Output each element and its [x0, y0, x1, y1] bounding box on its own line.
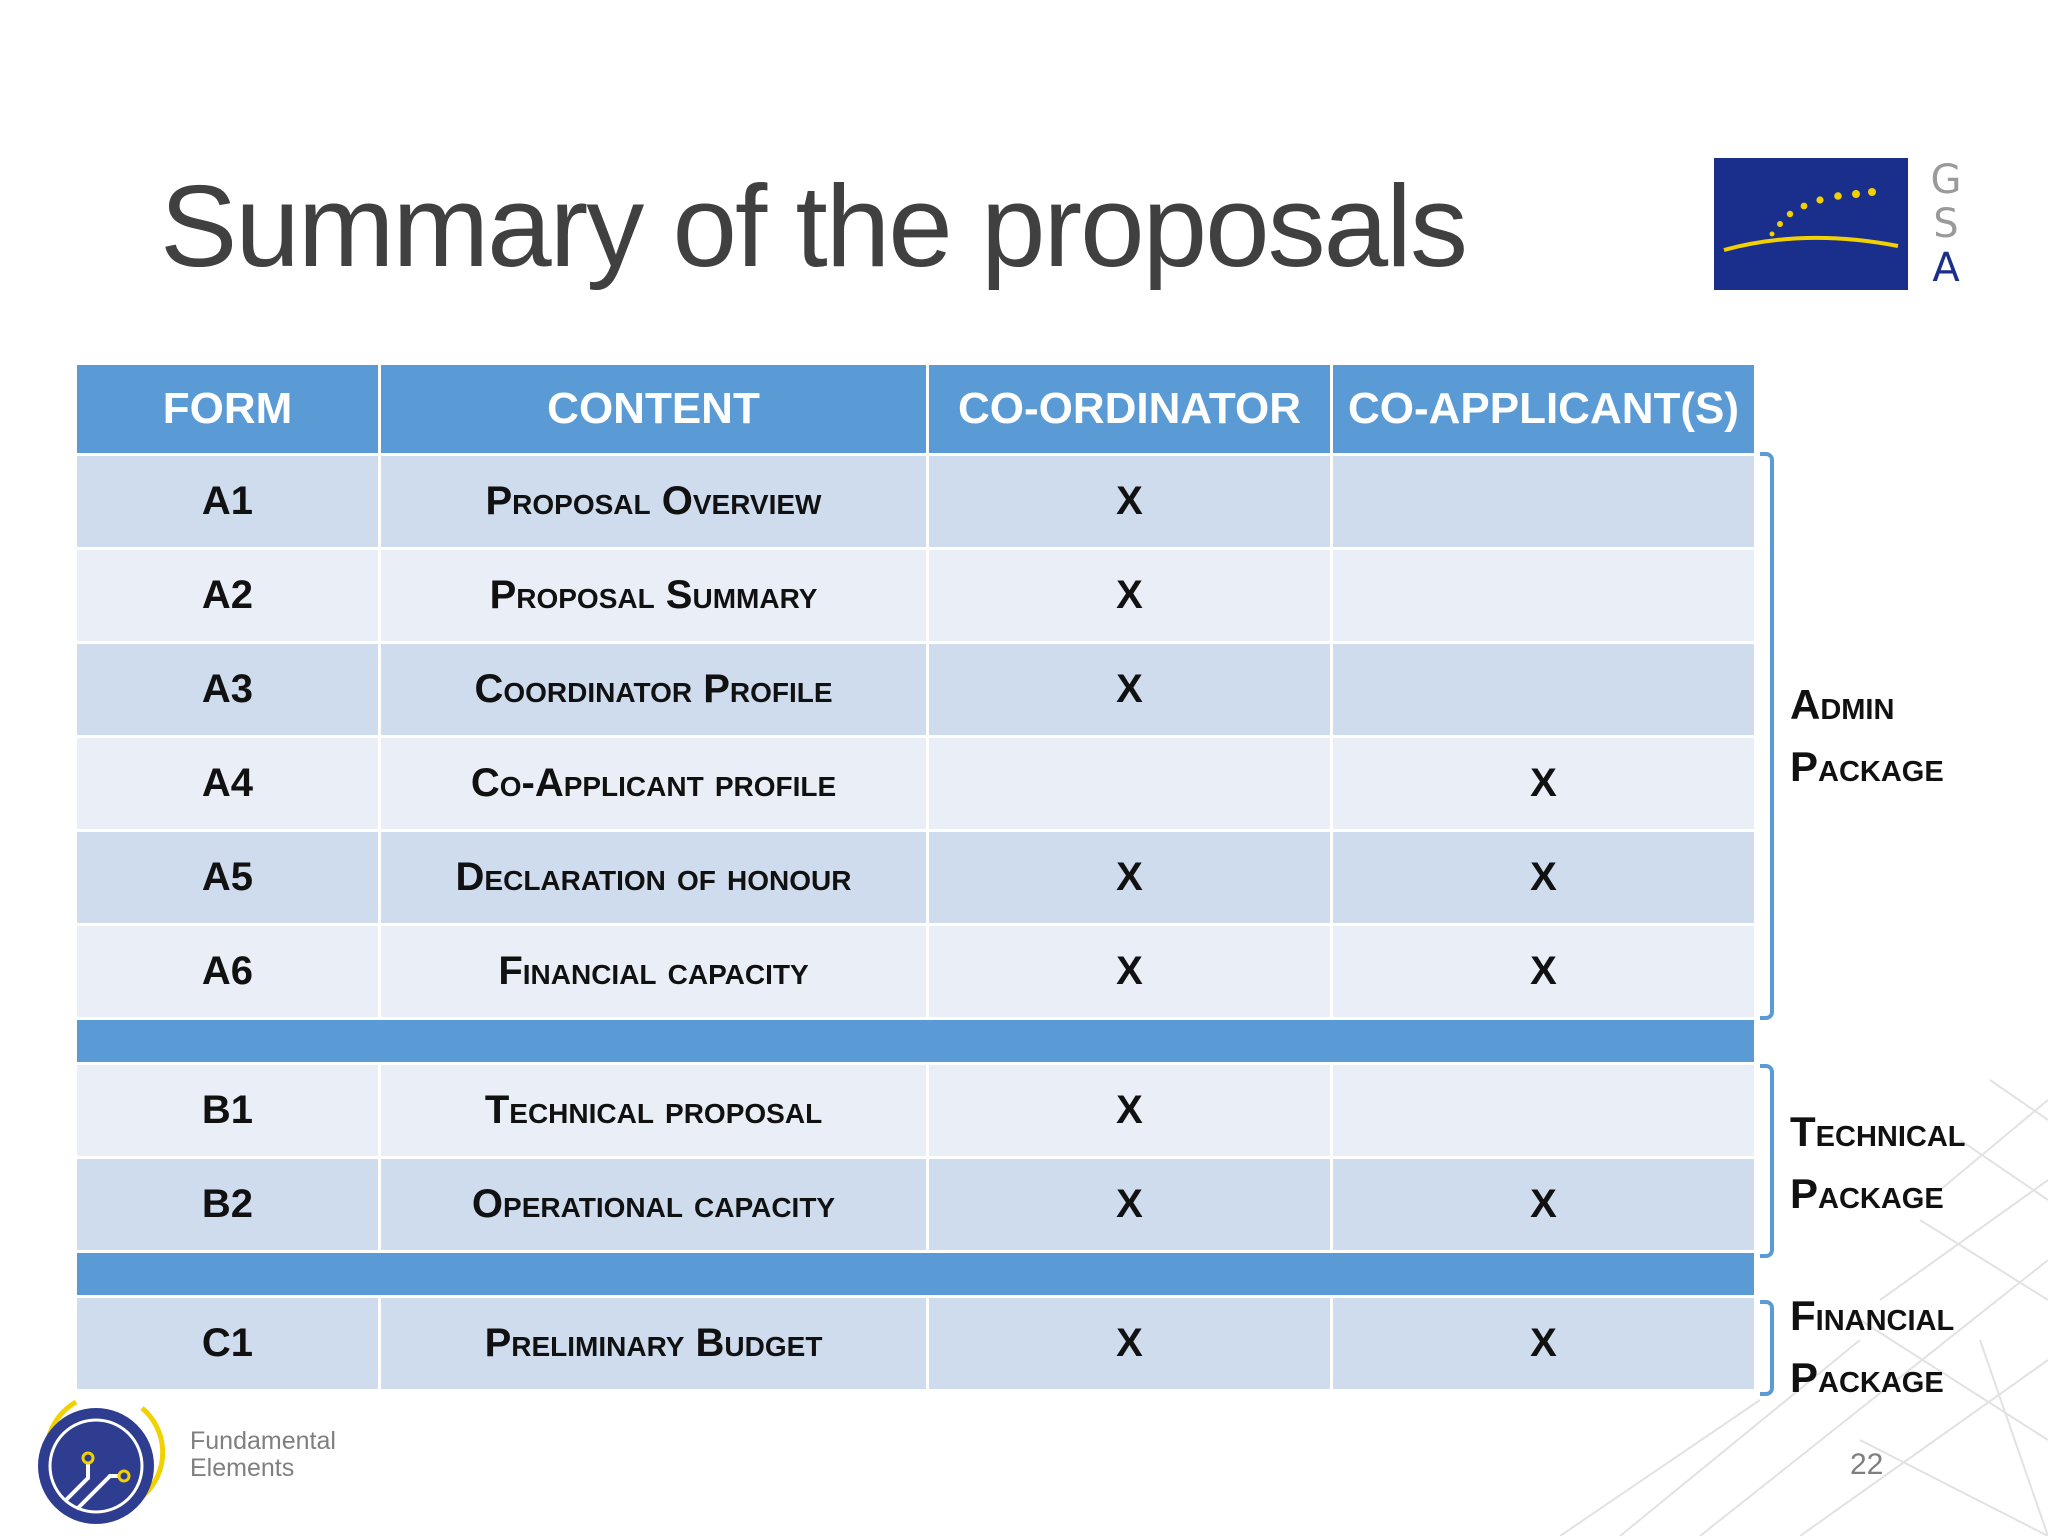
technical-package-label: Technical Package	[1790, 1108, 1966, 1217]
separator-bar	[76, 1252, 1756, 1297]
column-header-content: CONTENT	[380, 364, 928, 455]
table-row	[76, 549, 1756, 643]
page-number: 22	[1850, 1448, 1884, 1481]
table-row	[76, 1064, 1756, 1158]
coordinator-mark	[928, 737, 1332, 831]
fundamental-elements-wordmark: Fundamental Elements	[190, 1427, 336, 1482]
table-header-row	[76, 364, 1756, 455]
coordinator-mark: X	[928, 455, 1332, 549]
proposal-forms-table	[74, 362, 1757, 1392]
coordinator-mark: X	[928, 831, 1332, 925]
form-content: Financial capacity	[380, 925, 928, 1019]
coapplicant-mark	[1332, 643, 1756, 737]
technical-package-bracket	[1760, 1064, 1774, 1258]
form-code: A2	[76, 549, 380, 643]
table-row	[76, 831, 1756, 925]
form-content: Co-Applicant profile	[380, 737, 928, 831]
form-code: A1	[76, 455, 380, 549]
form-code: C1	[76, 1297, 380, 1391]
coordinator-mark: X	[928, 1064, 1332, 1158]
coapplicant-mark: X	[1332, 1158, 1756, 1252]
column-header-coapplicant: CO-APPLICANT(S)	[1332, 364, 1756, 455]
form-content: Technical proposal	[380, 1064, 928, 1158]
form-content: Preliminary Budget	[380, 1297, 928, 1391]
admin-package-bracket	[1760, 452, 1774, 1020]
coordinator-mark: X	[928, 925, 1332, 1019]
form-code: A6	[76, 925, 380, 1019]
coapplicant-mark: X	[1332, 1297, 1756, 1391]
coapplicant-mark: X	[1332, 737, 1756, 831]
form-code: A5	[76, 831, 380, 925]
section-separator	[76, 1019, 1756, 1064]
page-title: Summary of the proposals	[160, 161, 1466, 291]
form-code: A3	[76, 643, 380, 737]
coordinator-mark: X	[928, 1297, 1332, 1391]
coapplicant-mark	[1332, 1064, 1756, 1158]
gsa-logo	[1714, 158, 1970, 290]
coapplicant-mark: X	[1332, 925, 1756, 1019]
gsa-wordmark: G S A	[1930, 157, 1962, 291]
admin-package-label: Admin Package	[1790, 681, 1944, 790]
financial-package-label: Financial Package	[1790, 1292, 1955, 1401]
table-row	[76, 1158, 1756, 1252]
form-content: Coordinator Profile	[380, 643, 928, 737]
separator-bar	[76, 1019, 1756, 1064]
table-row	[76, 925, 1756, 1019]
table-row	[76, 1297, 1756, 1391]
fundamental-elements-emblem	[14, 1388, 174, 1528]
gsa-flag-emblem	[1714, 158, 1908, 290]
coapplicant-mark	[1332, 549, 1756, 643]
financial-package-bracket	[1760, 1300, 1774, 1396]
table-row	[76, 737, 1756, 831]
coapplicant-mark: X	[1332, 831, 1756, 925]
column-header-form: FORM	[76, 364, 380, 455]
coordinator-mark: X	[928, 549, 1332, 643]
form-content: Proposal Summary	[380, 549, 928, 643]
form-code: B1	[76, 1064, 380, 1158]
table-row	[76, 455, 1756, 549]
section-separator	[76, 1252, 1756, 1297]
form-code: B2	[76, 1158, 380, 1252]
table-row	[76, 643, 1756, 737]
form-code: A4	[76, 737, 380, 831]
fundamental-elements-logo	[14, 1388, 344, 1528]
column-header-coordinator: CO-ORDINATOR	[928, 364, 1332, 455]
form-content: Proposal Overview	[380, 455, 928, 549]
coordinator-mark: X	[928, 1158, 1332, 1252]
coapplicant-mark	[1332, 455, 1756, 549]
form-content: Declaration of honour	[380, 831, 928, 925]
coordinator-mark: X	[928, 643, 1332, 737]
form-content: Operational capacity	[380, 1158, 928, 1252]
